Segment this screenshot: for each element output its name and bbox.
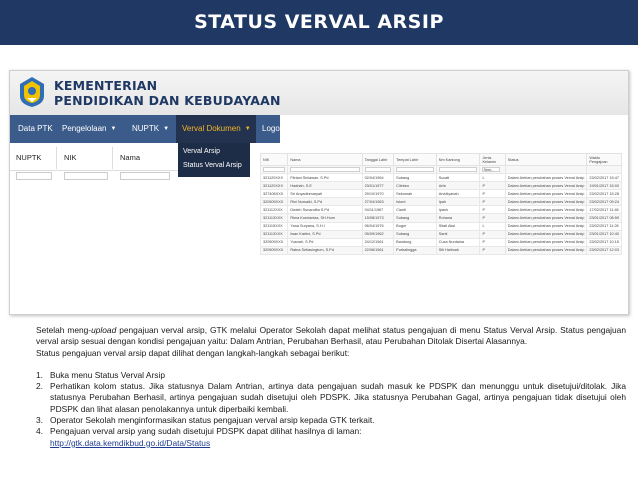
table-cell: 321113XXX	[261, 230, 288, 238]
table-cell: Dalam Antrian perubahan proses Verval Arsip	[505, 238, 587, 246]
filter-divider	[56, 147, 57, 169]
table-cell: Sri Anyadinmaryati	[288, 190, 362, 198]
table-row[interactable]	[261, 230, 622, 238]
table-cell: Sucati	[436, 174, 480, 182]
table-cell: P	[480, 206, 505, 214]
table-cell: Dalam Antrian perubahan proses Verval Arsip	[505, 206, 587, 214]
filter-cell	[362, 166, 394, 174]
col-header[interactable]: Nama	[288, 154, 362, 166]
list-item	[36, 415, 626, 426]
table-cell: Dalam Antrian perubahan proses Verval Arsip	[505, 198, 587, 206]
step-number: 3.	[36, 415, 43, 426]
table-cell: Dalam Antrian perubahan proses Verval Arsip	[505, 182, 587, 190]
table-row[interactable]	[261, 198, 622, 206]
nav-pengelolaan[interactable]	[62, 115, 116, 143]
table-cell: Subang	[394, 230, 437, 238]
intro-paragraph	[36, 325, 626, 348]
table-cell: P	[480, 230, 505, 238]
table-cell: 04/11/1967	[362, 206, 394, 214]
table-cell: Dalam Antrian perubahan proses Verval Arsip	[505, 214, 587, 222]
table-cell: Bogor	[394, 222, 437, 230]
filter-input-nik[interactable]	[64, 172, 108, 180]
intro-text-b: pengajuan verval arsip, GTK melalui Operator Sekolah dapat melihat status pengajuan di menu Status Verval Arsip. Status pengajuan verval arsip sesuai dengan kondisi pengajuan yaitu: Dalam Antrian, Perubahan Berhasil, atau Perubahan Ditolak Disertai Alasannya.	[36, 325, 626, 347]
table-cell: 23/02/2017 15:28	[587, 190, 622, 198]
table-cell: 321112XXX	[261, 206, 288, 214]
list-item	[36, 370, 626, 381]
table-cell: P	[480, 246, 505, 254]
table-cell: 321113XXX	[261, 214, 288, 222]
table-cell: 23/02/2017 10:15	[587, 238, 622, 246]
table-cell: 23/01/1977	[362, 182, 394, 190]
filter-label-nuptk: NUPTK	[16, 153, 42, 162]
filter-cell	[436, 166, 480, 174]
column-filter-input[interactable]	[290, 167, 359, 172]
table-cell: Rima Kurniantas, SH.Hum	[288, 214, 362, 222]
table-cell: 23/02/2017 11:26	[587, 222, 622, 230]
intro-text-a: Setelah meng-	[36, 325, 92, 335]
filter-input-nama[interactable]	[120, 172, 170, 180]
table-cell: Ratna Setiasingtum, S.Pd	[288, 246, 362, 254]
table-cell: 23/01/2017 10:40	[587, 230, 622, 238]
table-cell: P	[480, 198, 505, 206]
nav-nuptk[interactable]	[132, 115, 169, 143]
table-cell: Arfa	[436, 182, 480, 190]
filter-bar	[10, 143, 178, 171]
dropdown-item-status-verval-arsip[interactable]: Status Verval Arsip	[183, 162, 242, 169]
steps-intro: Status pengajuan verval arsip dapat dilihat dengan langkah-langkah sebagai berikut:	[36, 347, 350, 358]
table-cell: 17/02/2017 11:46	[587, 206, 622, 214]
table-filter-row	[261, 166, 622, 174]
table-cell: Sitati Aksi	[436, 222, 480, 230]
list-item	[36, 426, 626, 449]
col-header[interactable]: Jenis Kelamin	[480, 154, 505, 166]
col-header[interactable]: Waktu Pengajuan	[587, 154, 622, 166]
col-header[interactable]: Tempat Lahir	[394, 154, 437, 166]
step-number: 4.	[36, 426, 43, 437]
table-cell: Rohana	[436, 214, 480, 222]
table-cell: Rini Nursaiki, S.Pd	[288, 198, 362, 206]
filter-cell	[505, 166, 587, 174]
table-row[interactable]	[261, 182, 622, 190]
col-header[interactable]: Tanggal Lahir	[362, 154, 394, 166]
table-cell: Dalam Antrian perubahan proses Verval Arsip	[505, 222, 587, 230]
table-cell: 23/02/2017 12:03	[587, 246, 622, 254]
table-cell: Yusnah, S.Pd	[288, 238, 362, 246]
table-cell: Cianti	[394, 206, 437, 214]
slide-title: STATUS VERVAL ARSIP	[0, 0, 638, 45]
table-cell: Fitriani Sinlawan, S.Pd	[288, 174, 362, 182]
table-cell: 23/02/2017 15:47	[587, 174, 622, 182]
table-cell: Ipah	[436, 198, 480, 206]
filter-cell	[394, 166, 437, 174]
table-row[interactable]	[261, 190, 622, 198]
filter-cell	[480, 166, 505, 174]
col-header[interactable]: Status	[505, 154, 587, 166]
table-cell: 23/01/2017 08:59	[587, 214, 622, 222]
table-cell: Hadriah, S.E	[288, 182, 362, 190]
table-cell: Arvidiyanah	[436, 190, 480, 198]
table-cell: Iwan Kartini, S.Pd	[288, 230, 362, 238]
table-cell: L	[480, 222, 505, 230]
table-row[interactable]	[261, 222, 622, 230]
table-cell: 19/01/2017 15:00	[587, 182, 622, 190]
table-cell: 05/09/1962	[362, 230, 394, 238]
column-filter-select[interactable]: Sem..	[482, 167, 500, 172]
table-cell: P	[480, 182, 505, 190]
table-cell: Bandung	[394, 238, 437, 246]
table-cell: 321120XXX	[261, 182, 288, 190]
table-body	[261, 166, 622, 255]
verval-dokumen-dropdown	[178, 143, 250, 177]
table-cell: Sekumah	[394, 190, 437, 198]
table-cell: 02/04/1964	[362, 174, 394, 182]
table-cell: Cilebeu	[394, 182, 437, 190]
step-text: Perhatikan kolom status. Jika statusnya Dalam Antrian, artinya data pengajuan sudah masuk ke PDSPK dan menunggu untuk disetujui/ditolak. Jika statusnya Perubahan Berhasil, artinya pengajuan sudah disetujui oleh PDSPK. Jika statusnya Perubahan Gagal, artinya pengajuan tidak disetujui oleh PDSPK dan lihat alasan penolakannya untuk diperbaiki kembali.	[50, 381, 626, 414]
nav-verval-dokumen[interactable]	[176, 115, 256, 143]
table-cell: 23/02/2017 09:24	[587, 198, 622, 206]
filter-cell	[288, 166, 362, 174]
nav-data-ptk[interactable]: Data PTK	[18, 124, 53, 133]
steps-list	[36, 370, 626, 449]
navbar	[10, 115, 287, 143]
table-row[interactable]	[261, 246, 622, 254]
table-row[interactable]	[261, 238, 622, 246]
table-cell: 321115XXX	[261, 222, 288, 230]
table-cell: Dalam Antrian perubahan proses Verval Arsip	[505, 230, 587, 238]
intro-text-upload: upload	[91, 325, 117, 335]
nav-pengelolaan-label: Pengelolaan	[62, 124, 107, 134]
nav-logout[interactable]: Logout	[262, 124, 287, 133]
table-cell: 27/04/1963	[362, 198, 394, 206]
nav-verval-dokumen-label: Verval Dokumen	[182, 124, 241, 134]
step-number: 1.	[36, 369, 43, 380]
table-row[interactable]	[261, 174, 622, 182]
description-text	[36, 325, 626, 449]
filter-label-nik: NIK	[64, 153, 77, 162]
table-row[interactable]	[261, 206, 622, 214]
ministry-banner	[10, 71, 629, 115]
step-text: Operator Sekolah menginformasikan status pengajuan verval arsip kepada GTK terkait.	[50, 415, 375, 426]
column-filter-input[interactable]	[396, 167, 434, 172]
caret-down-icon: ▼	[110, 126, 117, 132]
table-cell: Dalam Antrian perubahan proses Verval Arsip	[505, 190, 587, 198]
table-cell: 15/08/1973	[362, 214, 394, 222]
table-cell: L	[480, 174, 505, 182]
ministry-name-line2: PENDIDIKAN DAN KEBUDAYAAN	[54, 93, 281, 108]
table-cell: 06/04/1976	[362, 222, 394, 230]
step-number: 2.	[36, 381, 43, 392]
caret-down-icon: ▼	[244, 126, 251, 132]
table-cell: 327406XXX	[261, 190, 288, 198]
table-cell: 320509XXX	[261, 238, 288, 246]
column-filter-input[interactable]	[263, 167, 285, 172]
app-screenshot	[9, 70, 629, 315]
table-cell: 320509XXX	[261, 198, 288, 206]
table-cell: Dedeh Sunandita S.Pd	[288, 206, 362, 214]
table-row[interactable]	[261, 214, 622, 222]
column-filter-input[interactable]	[439, 167, 478, 172]
table-header-row	[261, 154, 622, 166]
table-cell: Yana Suryana, S.H.I	[288, 222, 362, 230]
table-cell: Dalam Antrian perubahan proses Verval Arsip	[505, 246, 587, 254]
table-cell: P	[480, 238, 505, 246]
tut-wuri-handayani-logo	[18, 76, 46, 108]
step-text: Buka menu Status Verval Arsip	[50, 369, 165, 380]
table-cell: Cuca Nurdaina	[436, 238, 480, 246]
slide-header	[0, 0, 638, 50]
col-header[interactable]: NIK	[261, 154, 288, 166]
column-filter-input[interactable]	[365, 167, 392, 172]
ministry-name-line1: KEMENTERIAN	[54, 78, 158, 93]
table-cell: Santi	[436, 230, 480, 238]
nav-nuptk-label: NUPTK	[132, 124, 160, 134]
step-text: Pengajuan verval arsip yang sudah disetujui PDSPK dapat dilihat hasilnya di laman:	[50, 426, 362, 437]
table-cell: 320509XXX	[261, 246, 288, 254]
caret-down-icon: ▼	[163, 126, 170, 132]
table-cell: P	[480, 214, 505, 222]
status-page-link[interactable]: http://gtk.data.kemdikbud.go.id/Data/Status	[50, 437, 211, 448]
table-cell: 321120XXX	[261, 174, 288, 182]
filter-input-nuptk[interactable]	[16, 172, 52, 180]
filter-divider	[112, 147, 113, 169]
filter-label-nama: Nama	[120, 153, 141, 162]
status-table	[260, 153, 622, 255]
table-cell: Subang	[394, 174, 437, 182]
table-cell: 29/10/1970	[362, 190, 394, 198]
table-cell: Purbalingga	[394, 246, 437, 254]
table-cell: 24/12/1961	[362, 238, 394, 246]
col-header[interactable]: Nm Kantong	[436, 154, 480, 166]
table-cell: Ipash	[436, 206, 480, 214]
table-cell: Siti Halimah	[436, 246, 480, 254]
filter-cell	[587, 166, 622, 174]
dropdown-item-verval-arsip[interactable]: Verval Arsip	[183, 148, 220, 155]
table-cell: 22/06/1961	[362, 246, 394, 254]
filter-cell	[261, 166, 288, 174]
list-item	[36, 381, 626, 415]
table-cell: Subang	[394, 214, 437, 222]
table-cell: P	[480, 190, 505, 198]
table-cell: Dalam Antrian perubahan proses Verval Arsip	[505, 174, 587, 182]
table-cell: Islord	[394, 198, 437, 206]
